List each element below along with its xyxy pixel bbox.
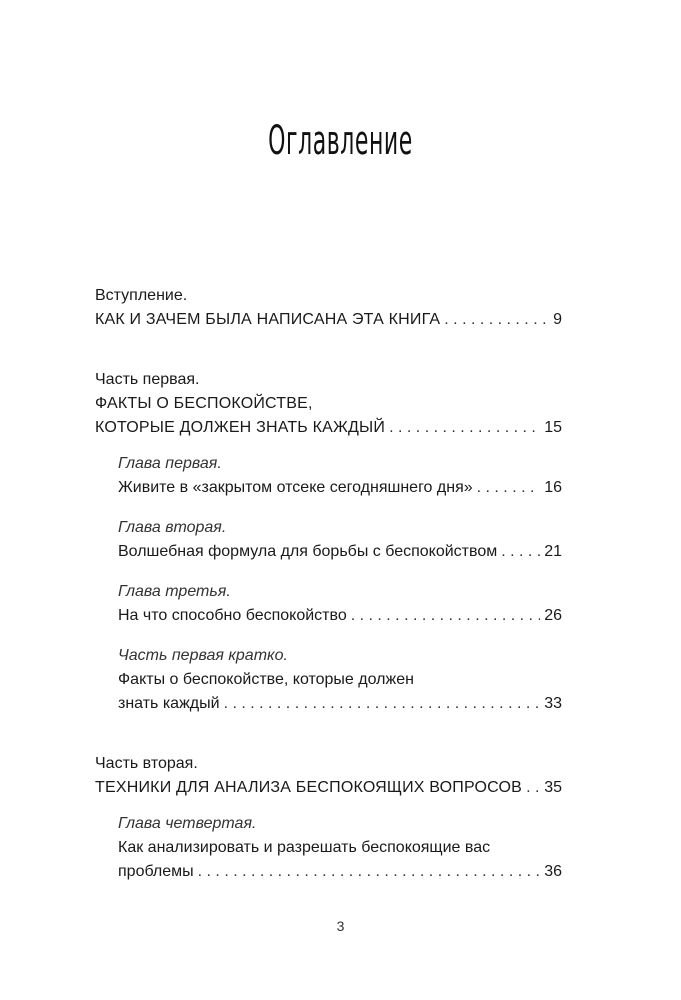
chapter-title-line1: Как анализировать и разрешать беспокоящие вас (118, 839, 491, 856)
summary-title-line1: Факты о беспокойстве, которые должен (118, 671, 414, 688)
toc-entry-title: КАК И ЗАЧЕМ БЫЛА НАПИСАНА ЭТА КНИГА (95, 311, 441, 328)
toc-entry-title: Живите в «закрытом отсеке сегодняшнего дня» (118, 479, 473, 496)
toc-entry-title: знать каждый (118, 695, 220, 712)
toc-entry-page: 9 (553, 311, 562, 328)
part1-label: Часть первая. (95, 371, 200, 388)
toc-entry-part2[interactable] (95, 776, 562, 800)
toc-entry-title: Волшебная формула для борьбы с беспокойством (118, 543, 498, 560)
toc-entry-page: 26 (544, 607, 562, 624)
toc-entry-page: 35 (544, 779, 562, 796)
part1-heading-line1: ФАКТЫ О БЕСПОКОЙСТВЕ, (95, 395, 313, 412)
toc-entry-chapter-4[interactable] (118, 860, 562, 884)
page-title: Оглавление (268, 118, 413, 164)
toc-entry-chapter-3[interactable] (118, 604, 562, 628)
toc-entry-page: 16 (544, 479, 562, 496)
dot-leader (389, 416, 540, 440)
toc-entry-page: 36 (544, 863, 562, 880)
chapter-label: Глава первая. (118, 455, 222, 472)
dot-leader (351, 604, 540, 628)
intro-label: Вступление. (95, 287, 188, 304)
table-of-contents (95, 284, 562, 884)
part2-label: Часть вторая. (95, 755, 198, 772)
toc-entry-page: 21 (544, 543, 562, 560)
toc-entry-title: ТЕХНИКИ ДЛЯ АНАЛИЗА БЕСПОКОЯЩИХ ВОПРОСОВ (95, 779, 523, 796)
toc-entry-intro[interactable] (95, 308, 562, 332)
toc-entry-chapter-2[interactable] (118, 540, 562, 564)
dot-leader (526, 776, 540, 800)
dot-leader (224, 692, 541, 716)
toc-entry-page: 15 (544, 419, 562, 436)
chapter-label: Глава третья. (118, 583, 231, 600)
toc-entry-title: проблемы (118, 863, 194, 880)
toc-entry-part1-summary[interactable] (118, 692, 562, 716)
page-number: 3 (336, 918, 345, 934)
toc-entry-title: КОТОРЫЕ ДОЛЖЕН ЗНАТЬ КАЖДЫЙ (95, 419, 386, 436)
toc-entry-part1[interactable] (95, 416, 562, 440)
summary-label: Часть первая кратко. (118, 647, 288, 664)
dot-leader (444, 308, 549, 332)
dot-leader (477, 476, 541, 500)
dot-leader (198, 860, 541, 884)
toc-entry-title: На что способно беспокойство (118, 607, 347, 624)
chapter-label: Глава вторая. (118, 519, 227, 536)
toc-entry-page: 33 (544, 695, 562, 712)
toc-entry-chapter-1[interactable] (118, 476, 562, 500)
dot-leader (501, 540, 540, 564)
chapter-label: Глава четвертая. (118, 815, 257, 832)
